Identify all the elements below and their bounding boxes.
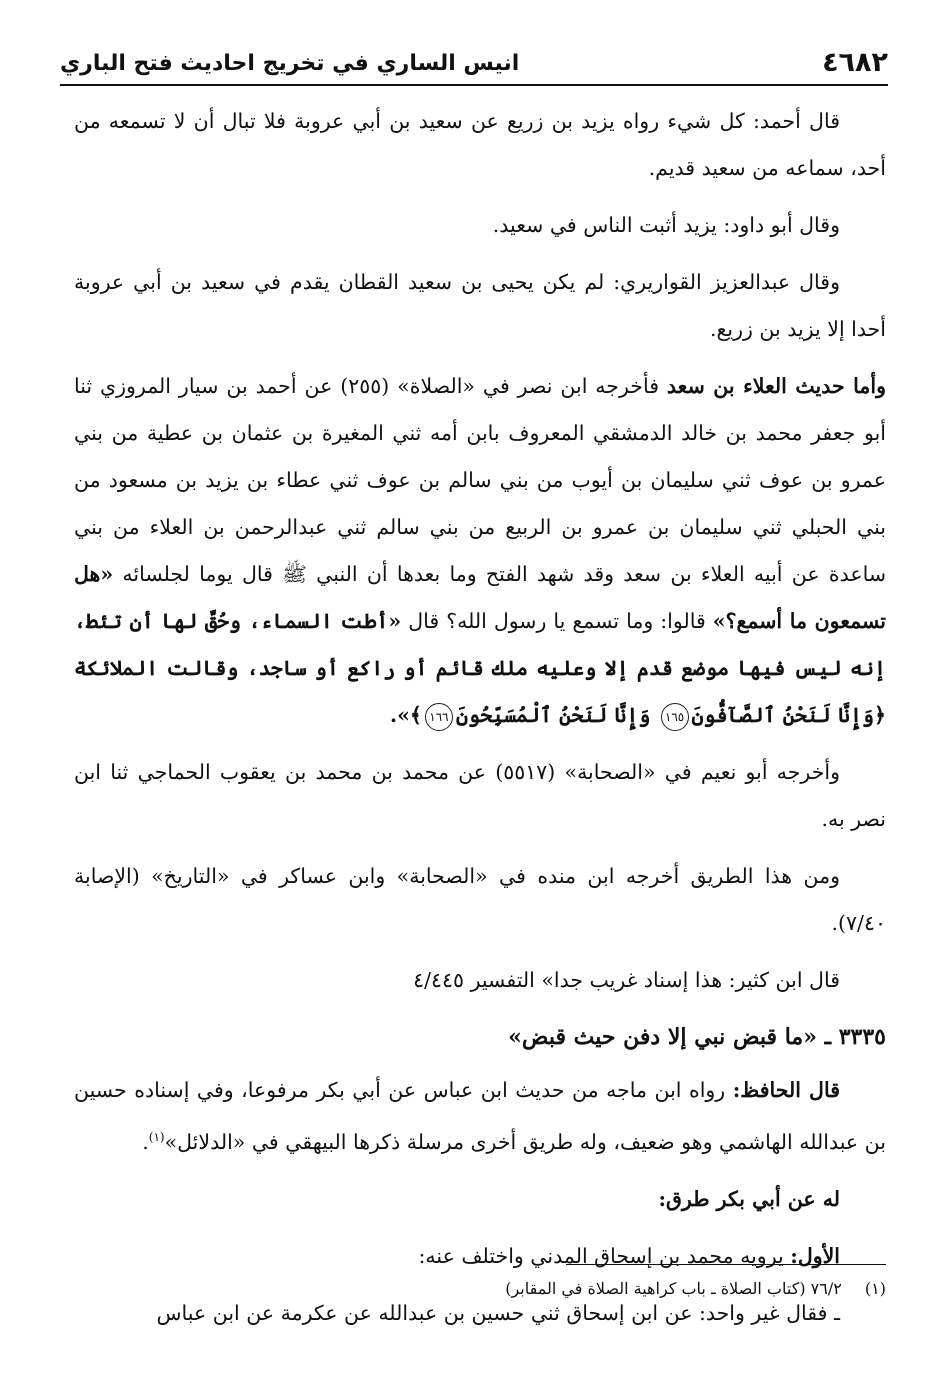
alaa-heading: وأما حديث العلاء بن سعد xyxy=(666,374,886,398)
paragraph-first-path xyxy=(74,1233,886,1280)
footnote-divider xyxy=(566,1264,886,1265)
paragraph-ibn-kathir: قال ابن كثير: هذا إسناد غريب جدا» التفسير ٤/٤٤٥ xyxy=(413,968,840,992)
ayah-number-165: ١٦٥ xyxy=(661,703,689,731)
paragraph-al-hafiz xyxy=(74,1067,886,1166)
paragraph-qawariri: وقال عبدالعزيز القواريري: لم يكن يحيى بن سعيد القطان يقدم في سعيد بن أبي عروبة أحدا إلا يزيد بن زريع. xyxy=(74,270,886,341)
quran-verse-2: وَإِنَّا لَنَحْنُ ٱلْمُسَبِّحُونَ xyxy=(455,703,658,727)
footnote-reference[interactable]: (١) xyxy=(148,1130,165,1144)
paragraph-alaa-hadith xyxy=(74,363,886,739)
page-number: ٤٦٨٢ xyxy=(822,47,888,78)
paragraph-ahmad: قال أحمد: كل شيء رواه يزيد بن زريع عن سعيد بن أبي عروبة فلا تبال أن لا تسمعه من أحد، سماعه من سعيد قديم. xyxy=(74,109,886,180)
quran-verse-1: ﴿وَإِنَّا لَنَحْنُ ٱلصَّآفُّونَ xyxy=(691,703,886,727)
hadith-title: ٣٣٣٥ ـ «ما قبض نبي إلا دفن حيث قبض» xyxy=(508,1024,886,1050)
footnote xyxy=(74,1274,886,1304)
alaa-quote-1: «هل تسمعون ما أسمع؟» xyxy=(74,562,886,633)
ayah-number-166: ١٦٦ xyxy=(425,703,453,731)
alaa-response: قالوا: وما تسمع يا رسول الله؟ قال xyxy=(401,609,713,633)
alaa-chain: فأخرجه ابن نصر في «الصلاة» (٢٥٥) عن أحمد بن سيار المروزي ثنا أبو جعفر محمد بن خالد الدمشقي المعروف بابن أمه ثني المغيرة بن عثمان بن عطية من بني عمرو بن عوف ثني سليمان بن أيوب من بني سالم بن عوف ثني عطاء بن يزيد بن مسعود من بني الحبلي ثني سليمان بن عمرو بن الربيع من بني سالم ثني عبدالرحمن بن العلاء من بني ساعدة عن أبيه العلاء بن سعد وقد شهد الفتح وما بعدها أن النبي ﷺ قال يوما لجلسائه xyxy=(74,374,886,586)
paragraph-ghayr-wahid: ـ فقال غير واحد: عن ابن إسحاق ثني حسين بن عبدالله عن عكرمة عن ابن عباس xyxy=(156,1300,840,1325)
footnote-number: (١) xyxy=(864,1279,886,1298)
al-hafiz-label: قال الحافظ: xyxy=(732,1078,841,1102)
alaa-quote-2: «أطت السماء، وحُقَّ لها أن تئط، إنه ليس فيها موضع قدم إلا وعليه ملك قائم أو راكع أو ساجد، وقالت الملائكة xyxy=(74,609,886,680)
paragraph-ibn-mandah: ومن هذا الطريق أخرجه ابن منده في «الصحابة» وابن عساكر في «التاريخ» (الإصابة ٧/٤٠). xyxy=(74,864,886,935)
first-path-label: الأول: xyxy=(790,1243,840,1268)
running-title: انيس الساري في تخريج احاديث فتح الباري xyxy=(60,51,520,76)
al-hafiz-end: . xyxy=(142,1129,149,1154)
footnote-text: ٧٦/٢ (كتاب الصلاة ـ باب كراهية الصلاة في المقابر) xyxy=(505,1279,842,1298)
al-hafiz-text: رواه ابن ماجه من حديث ابن عباس عن أبي بكر مرفوعا، وفي إسناده حسين بن عبدالله الهاشمي وهو ضعيف، وله طريق أخرى مرسلة ذكرها البيهقي في «الدلائل» xyxy=(74,1078,886,1154)
body-text xyxy=(74,98,886,1347)
page-header xyxy=(60,40,888,86)
paragraph-abu-nuaym: وأخرجه أبو نعيم في «الصحابة» (٥٥١٧) عن محمد بن محمد بن يعقوب الحماجي ثنا ابن نصر به. xyxy=(74,760,886,831)
paragraph-turuq-heading: له عن أبي بكر طرق: xyxy=(658,1186,840,1211)
quran-close: ﴾». xyxy=(389,703,422,727)
paragraph-abu-dawud: وقال أبو داود: يزيد أثبت الناس في سعيد. xyxy=(492,213,840,237)
first-path-text: يرويه محمد بن إسحاق المدني واختلف عنه: xyxy=(418,1243,791,1268)
